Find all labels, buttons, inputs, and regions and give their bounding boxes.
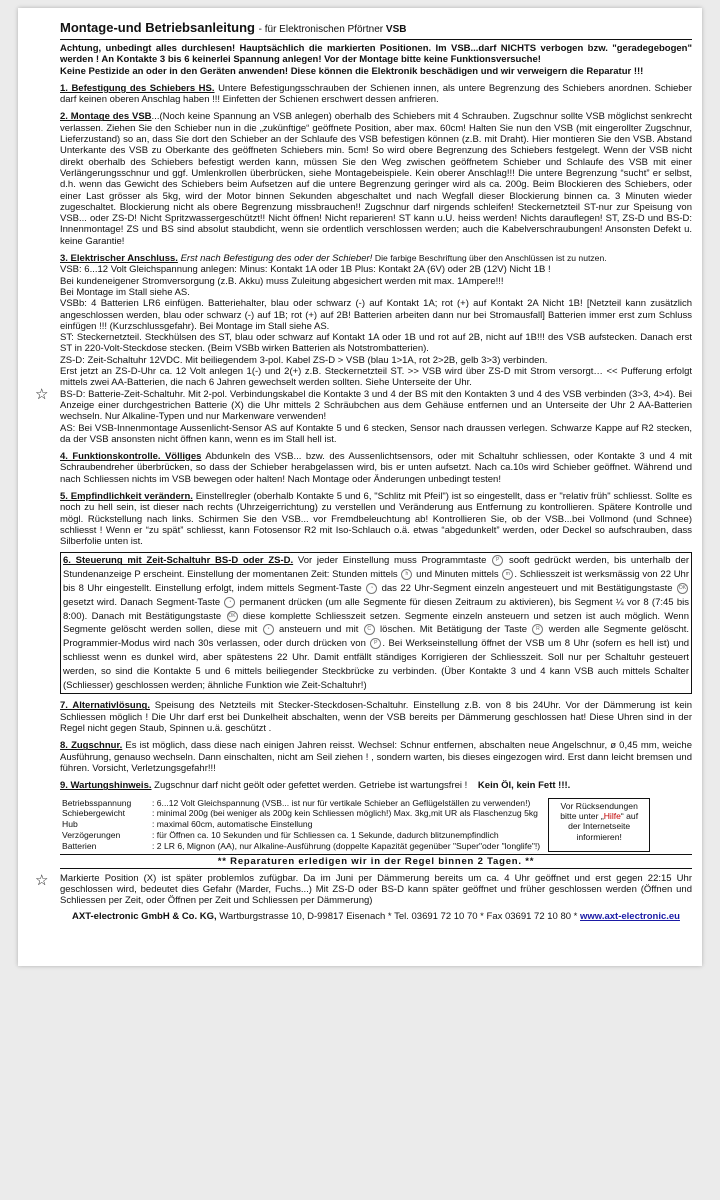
spec-value: : für Öffnen ca. 10 Sekunden und für Schliessen ca. 1 Sekunde, dadurch blitzunempfindlich: [152, 829, 499, 840]
program-button-icon: P: [370, 638, 381, 649]
section-9-text: Zugschnur darf nicht geölt oder gefettet werden. Getriebe ist wartungsfrei !: [154, 780, 468, 792]
section-7-heading: 7. Alternativlösung.: [60, 700, 150, 712]
spec-value: : 2 LR 6, Mignon (AA), nur Alkaline-Ausführung (doppelte Kapazität gegenüber "Super"oder "longlife"!): [152, 840, 541, 851]
section-3-as: AS: Bei VSB-Innenmontage Aussenlicht-Sensor AS auf Kontakte 5 und 6 stecken, Sensor nach draussen verlegen. Schwarze Kappe auf R2 stecken, da der VSB ansonsten nicht öffnen kann, wenn es im Stall hell ist.: [60, 422, 692, 445]
section-8-heading: 8. Zugschnur.: [60, 740, 123, 752]
table-row: [60, 798, 542, 809]
confirm-button-icon: OK: [227, 611, 238, 622]
section-8-text: Es ist möglich, dass diese nach einigen Jahren reisst. Wechsel: Schnur entfernen, abschalten neue Angelschnur, ø 0,45 mm, weiche Ausführung, genauso wechseln. Dann einschalten, nicht am Seil ziehen ! , sondern warten, bis dieses eingezogen wird. Erst dann leicht bremsen und führen. Vorsicht, Verletzungsgefahr!!!: [60, 740, 693, 774]
segment-button-icon: ◔: [224, 597, 235, 608]
section-3-zsd: ZS-D: Zeit-Schaltuhr 12VDC. Mit beiliegendem 3-pol. Kabel ZS-D > VSB (blau 1>1A, rot 2>2B, gelb 3>3) verbinden.: [60, 354, 548, 366]
section-2-heading: 2. Montage des VSB: [60, 111, 152, 123]
section-3: [35, 253, 692, 445]
section-3-line3: Bei Montage im Stall siehe AS.: [60, 286, 190, 298]
section-9: [60, 780, 692, 791]
reset-button-icon: R: [532, 624, 543, 635]
spec-key: Betriebsspannung: [62, 797, 132, 808]
manual-content: [35, 20, 693, 923]
section-3-vsbb: VSBb: 4 Batterien LR6 einfügen. Batteriehalter, blau oder schwarz (-) auf Kontakt 1A; rot (+) auf Kontakt 2A Nicht 1B! [Netzteil kann zusätzlich angeschlossen werden, blau oder schwarz (-) auf 1B; rot (+) auf 2B! Batterien arbeiten dann nur bei Stromausfall] Batterien immer erst zum Schluss einfügen !!! (Kurzschlussgefahr). Bei Montage im Stall siehe AS.: [60, 298, 692, 332]
returns-notice: Vor Rücksendungen bitte unter „Hilfe“ auf der Internetseite informieren!: [548, 798, 650, 852]
table-row: [60, 841, 542, 852]
section-3-note: Erst nach Befestigung des oder der Schieber!: [180, 253, 373, 265]
section-3-line2: Bei kundeneigener Stromversorgung (z.B. Akku) muss Zuleitung abgesichert werden mit max. 1Ampere!!!: [60, 275, 504, 287]
section-7-text: Speisung des Netzteils mit Stecker-Steckdosen-Schaltuhr. Einstellung z.B. von 8 bis 24Uhr. Vor der Dämmerung ist kein Schliessen möglich ! Die Uhr darf erst bei Dunkelheit abschalten, wenn der VSB bereits per Dämmerung geschlossen hat! Diese Uhren sind in der Regel nicht gegen Staub, Spinnen u.ä. geschützt .: [60, 700, 692, 735]
section-6: 6. Steuerung mit Zeit-Schaltuhr BS-D oder ZS-D. Vor jeder Einstellung muss Programmtaste P sooft gedrückt werden, bis unterhalb der Stundenanzeige P erscheint. Einstellung der momentanen Zeit: Stunden mittels h und Minuten mittels m . Schliesszeit ist werksmässig von 22 Uhr bis 8 Uhr eingestellt. Einstellung erfolgt, indem mittels Segment-Taste ◔ das 22 Uhr-Segment einzeln angesteuert und mit Bestätigungstaste OK gesetzt wird. Danach Segment-Taste ◔ permanent drücken (um alle Segmente für diesen Zeitraum zu aktivieren), bis Segment ¼ vor 8 (7:45 bis 8:00). Danach mit Bestätigungstaste OK diese komplette Schliesszeit setzen. Segmente einzeln ansteuern und setzen ist auch möglich. Wenn Segmente gelöscht werden sollen, diese mit ◔ ansteuern und mit C löschen. Mit Betätigung der Taste R werden alle Segmente gelöscht. Programmier-Modus wird nach 30s verlassen, oder durch drücken von P . Bei Werkseinstellung öffnet der VSB um 8 Uhr (sofern es hell ist) und schliesst wenn es dunkel wird, aber spätestens 22 Uhr. Damit entfällt ständiges Korrigieren der Schliesszeit. Soll nur per Schaltuhr gesteuert werden, so sind die Kontakte 5 und 6 mittels beiliegender Steckbrücke zu verbinden. (Über Kontakte 3 und 4 kann VSB auch mittels Schalter (Schliesser) geschlossen werden; ähnliche Funktion wie Zeit-Schaltuhr!): [60, 552, 692, 694]
star-marker-icon: ☆: [35, 870, 49, 889]
section-2-text: ...(Noch keine Spannung an VSB anlegen) oberhalb des Schiebers mit 4 Schrauben. Zugschnur sollte VSB möglichst senkrecht verlassen. Ziehen Sie den Schieber nun in die „zukünftige“ geöffnete Position, aber max. 60cm! Halten Sie nun den VSB (mit eingerollter Zugschnur, Lieferzustand) so an, dass Sie dort den Schieber an der Schlaufe des VSB befestigen können (z.B. mit Draht). Hier montieren Sie den VSB. Abstand Unterkante des VSB zu Oberkante des geöffneten Schiebers min. 5cm! So wird obere Begrenzung des Schiebers festgelegt. Wenn der VSB nicht direkt oberhalb des Schiebers befestigt werden kann, müssen Sie den Weg zwischen geöffnetem Schieber und Schlaufe des VSB mit einer Verlängerungsschnur und ggf. Umlenkrollen überbrücken, siehe Montagebeispiele. Kein oberer Anschlag!!! Die untere Begrenzung “sucht” er selbst, d.h. wenn das Gewicht des Schiebers beim Aufsetzen auf die untere Begrenzung geringer wird als ca. 200g. Beim Blockieren des Schiebers, oder einer Last grösser als 5kg, wird der Motor binnen Sekunden abgeschaltet und nach Wegfall dieser Blockierung binnen ca. 3 Minuten wieder zugeschaltet. Blockierung nicht als obere Begrenzung missbrauchen!! Zugschnur darf nirgends schleifen! Steckernetzteil ST-nur zur Speisung von VSB... oder ZS-D! Nicht Spritzwassergeschützt!! Nicht öffnen! Nicht reparieren! ST kann u.U. heiss werden! Nichts darauflegen! ST, ZS-D und BS-D: Innenmontage! ZS und BS sind absolut staubdicht, wenn sie ordentlich verschlossen werden; auch die Kabelverschraubungen! Ansonsten Defekt u. keine Garantie!: [60, 111, 692, 247]
star-marker-icon: ☆: [35, 384, 49, 403]
section-3-bsd-text: BS-D: Batterie-Zeit-Schaltuhr. Mit 2-pol. Verbindungskabel die Kontakte 3 und 4 der BS mit den Kontakten 3 und 4 des VSB verbinden (3>3, 4>4). Bei Anzeige einer durchgestrichen Batterie (X) die Uhr mittels 2 Schräubchen aus dem Gehäuse entfernen und an Unterseite der Uhr 2 AA-Batterien wechseln. Nur Alkaline-Typen und nur Markenware verwenden!: [60, 388, 692, 423]
section-3-heading: 3. Elektrischer Anschluss.: [60, 253, 178, 265]
section-2: [60, 111, 692, 247]
hour-button-icon: h: [401, 569, 412, 580]
company-footer: [60, 911, 692, 922]
footnote: [35, 870, 692, 907]
section-3-note2: Die farbige Beschriftung über den Anschlüssen ist zu nutzen.: [374, 253, 607, 264]
section-5-text: Einstellregler (oberhalb Kontakte 5 und 6, "Schlitz mit Pfeil") ist so eingestellt, dass er "relativ früh" schliesst. Sollte es noch zu hell sein, ist dieser nach rechts (Uhrzeigerrichtung) zu verstellen und Veränderung aus Entfernung zu kontrollieren. Spätere Kontrolle und mögl. Rückstellung nach links. Schirmen Sie den VSB... vor Fremdbeleuchtung ab! Kontrollieren Sie, ob der VSB...bei Vollmond (und Schnee) schliesst ! Wenn er “zu spät” schliesst, kann Fotosensor R2 mit Iso-Schlauch o.ä. etwas “abgedunkelt” werden, oder Deckel so aufschrauben, dass Silberfolie unten ist.: [60, 490, 693, 548]
section-4-heading: 4. Funktionskontrolle. Völliges: [60, 451, 202, 463]
program-button-icon: P: [492, 555, 503, 566]
minute-button-icon: m: [502, 569, 513, 580]
spec-table: [60, 798, 542, 852]
section-4-text: Abdunkeln des VSB... bzw. des Aussenlichtsensors, oder mit Schaltuhr schliessen, oder Kontakte 3 und 4 mit Schraubendreher überbrücken, so dass der Schieber herabgelassen wird, bis er unten aufsetzt. Nach ca.10s wird Schieber geöffnet. Während und nach Schliessen nichts im VSB bewegen oder halten! Nach Montage oder Änderungen unbedingt testen!: [60, 451, 692, 485]
table-row: [60, 830, 542, 841]
section-9-heading: 9. Wartungshinweis.: [60, 780, 152, 792]
spec-key: Batterien: [62, 840, 97, 851]
help-link-text: Hilfe: [603, 810, 621, 821]
confirm-button-icon: OK: [677, 583, 688, 594]
footnote-text: Markierte Position (X) ist später problemlos zufügbar. Da im Juni per Dämmerung bereits um ca. 4 Uhr geöffnet und erst gegen 22:15 Uhr geschlossen wird, bedeutet dies Gefahr (Marder, Fuchs...) Mit ZS-D oder BS-D kann später geöffnet und früher geschlossen werden (Öffnen und Schliessen per Zeit, oder Öffnen per Zeit und Schliessen per Dämmerung): [60, 872, 692, 907]
title-text: Montage-und Betriebsanleitung: [60, 20, 255, 35]
footer-address: Wartburgstrasse 10, D-99817 Eisenach * Tel. 03691 72 10 70 * Fax 03691 72 10 80 *: [219, 911, 578, 923]
section-3-bsd: [35, 384, 692, 423]
website-link[interactable]: www.axt-electronic.eu: [580, 911, 680, 923]
section-5: [60, 491, 692, 547]
section-7: [60, 700, 692, 734]
intro-p2: Keine Pestizide an oder in den Geräten anwenden! Diese können die Elektronik beschädigen und wir verweigern die Reparatur !!!: [60, 65, 644, 77]
section-6-heading: 6. Steuerung mit Zeit-Schaltuhr BS-D oder ZS-D.: [63, 555, 294, 567]
intro-warning: [60, 43, 692, 77]
intro-p1: Achtung, unbedingt alles durchlesen! Hauptsächlich die markierten Positionen. Im VSB...darf NICHTS verbogen bzw. "geradegebogen" werden ! An Kontakte 3 bis 6 keinerlei Spannung anlegen! Vor der Montage bitte keine Funktionsversuche!: [60, 43, 692, 66]
spec-key: Schiebergewicht: [62, 808, 126, 819]
section-8: [60, 740, 692, 774]
section-1-heading: 1. Befestigung des Schiebers HS.: [60, 82, 215, 94]
section-4: [60, 451, 692, 485]
segment-button-icon: ◔: [366, 583, 377, 594]
section-9-emphasis: Kein Öl, kein Fett !!!.: [477, 780, 571, 792]
spec-value: : maximal 60cm, automatische Einstellung: [152, 819, 313, 830]
delete-button-icon: C: [364, 624, 375, 635]
manual-sheet: [18, 8, 702, 966]
section-5-heading: 5. Empfindlichkeit verändern.: [60, 490, 193, 502]
section-1-text: Untere Befestigungsschrauben der Schienen innen, als untere Begrenzung des Schiebers anordnen. Schieber darf keinen oberen Anschlag haben !!! Einfetten der Schienen erschwert dessen anfrieren.: [60, 82, 692, 106]
repair-note: ** Reparaturen erledigen wir in der Regel binnen 2 Tagen. **: [60, 854, 692, 869]
section-1: [60, 83, 692, 106]
title-subtitle: - für Elektronischen Pförtner VSB: [258, 24, 407, 35]
footer-company: AXT-electronic GmbH & Co. KG,: [72, 911, 217, 923]
title-model: VSB: [385, 24, 407, 35]
table-row: [60, 819, 542, 830]
section-3-st: ST: Steckernetzteil. Steckhülsen des ST, blau oder schwarz auf Kontakt 1A oder 1B und rot auf 2B, nicht auf 1B!!! des VSB aufstecken. Danach erst ST in 220-Volt-Steckdose stecken. (Beim VSBb wirken Batterien als Notstrombatterien).: [60, 332, 692, 355]
table-row: [60, 808, 542, 819]
spec-key: Hub: [62, 819, 78, 830]
section-3-vsb: VSB: 6...12 Volt Gleichspannung anlegen: Minus: Kontakt 1A oder 1B Plus: Kontakt 2A (6V) oder 2B (12V) Nicht 1B !: [60, 264, 551, 276]
section-3-zsd2: Erst jetzt an ZS-D-Uhr ca. 12 Volt anlegen 1(-) und 2(+) z.B. Steckernetzteil ST. >> VSB wird über ZS-D mit Strom versorgt… << Pufferung erfolgt mittels zwei AA-Batterien, die nach 6 Jahren gewechselt werden sollten. Siehe Unterseite der Uhr.: [60, 366, 692, 389]
page-title: [60, 20, 692, 40]
segment-button-icon: ◔: [263, 624, 274, 635]
spec-value: : minimal 200g (bei weniger als 200g kein Schliessen möglich!) Max. 3kg,mit UR als Flaschenzug 5kg: [152, 808, 538, 819]
spec-key: Verzögerungen: [62, 829, 121, 840]
specifications: [60, 798, 692, 852]
spec-value: : 6...12 Volt Gleichspannung (VSB... ist nur für vertikale Schieber an Geflügelställen zu verwenden!): [152, 797, 531, 808]
